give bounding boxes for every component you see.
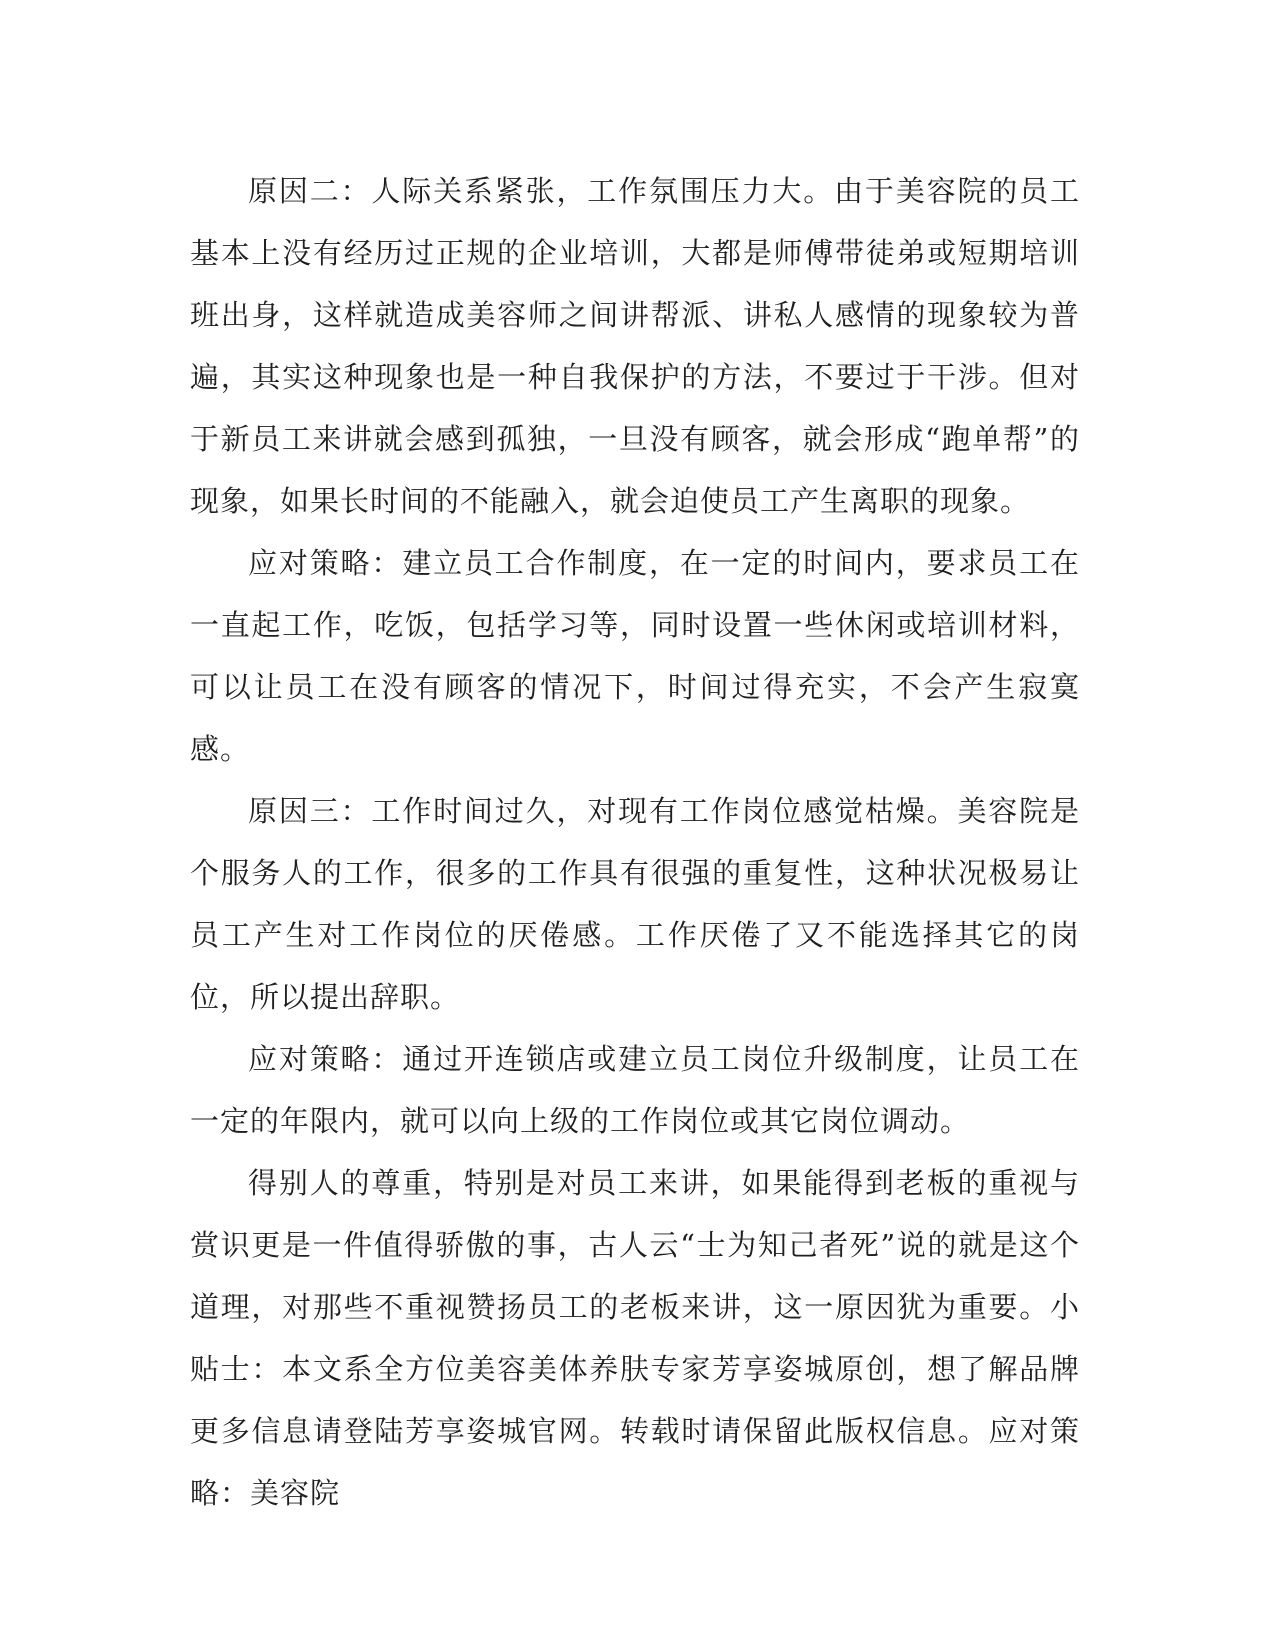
paragraph-reason-three: 原因三：工作时间过久，对现有工作岗位感觉枯燥。美容院是个服务人的工作，很多的工作具有很强的重复性，这种状况极易让员工产生对工作岗位的厌倦感。工作厌倦了又不能选择其它的岗位，所以提出辞职。 (190, 794, 1080, 1014)
paragraph-strategy-two: 应对策略：通过开连锁店或建立员工岗位升级制度，让员工在一定的年限内，就可以向上级的工作岗位或其它岗位调动。 (190, 1042, 1080, 1138)
document-body (190, 160, 1080, 1524)
paragraph-respect-tip: 得别人的尊重，特别是对员工来讲，如果能得到老板的重视与赏识更是一件值得骄傲的事，古人云“士为知己者死”说的就是这个道理，对那些不重视赞扬员工的老板来讲，这一原因犹为重要。小贴士：本文系全方位美容美体养肤专家芳享姿城原创，想了解品牌更多信息请登陆芳享姿城官网。转载时请保留此版权信息。应对策略：美容院 (190, 1166, 1080, 1510)
paragraph-reason-two: 原因二：人际关系紧张，工作氛围压力大。由于美容院的员工基本上没有经历过正规的企业培训，大都是师傅带徒弟或短期培训班出身，这样就造成美容师之间讲帮派、讲私人感情的现象较为普遍，其实这种现象也是一种自我保护的方法，不要过于干涉。但对于新员工来讲就会感到孤独，一旦没有顾客，就会形成“跑单帮”的现象，如果长时间的不能融入，就会迫使员工产生离职的现象。 (190, 174, 1080, 518)
paragraph-strategy-one: 应对策略：建立员工合作制度，在一定的时间内，要求员工在一直起工作，吃饭，包括学习等，同时设置一些休闲或培训材料，可以让员工在没有顾客的情况下，时间过得充实，不会产生寂寞感。 (190, 546, 1080, 766)
